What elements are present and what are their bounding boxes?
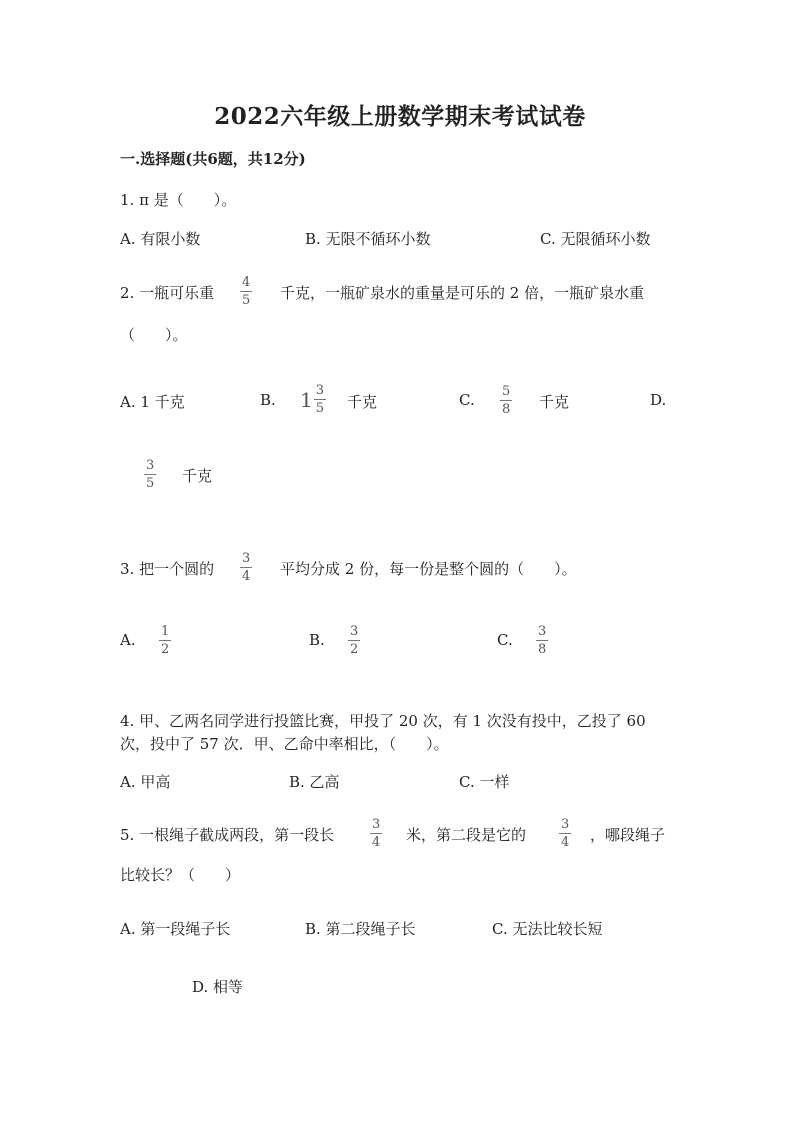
option-d-unit: 千克: [182, 467, 213, 485]
fraction-numerator: 3: [315, 383, 325, 398]
option-c-fraction: [500, 385, 512, 416]
question-5-stem-end: ，哪段绳子: [590, 826, 666, 844]
fraction-numerator: 3: [372, 817, 381, 832]
fraction-numerator: 3: [561, 817, 570, 832]
option-c-label: C.: [459, 391, 475, 409]
fraction-numerator: 3: [146, 458, 155, 473]
question-2-stem-end: 千克，一瓶矿泉水的重量是可乐的 2 倍，一瓶矿泉水重: [280, 284, 645, 302]
option-d-label: D.: [650, 391, 667, 409]
question-5-option-d[interactable]: D. 相等: [192, 978, 244, 996]
question-3-stem-end: 平均分成 2 份，每一份是整个圆的（ ）。: [280, 560, 577, 578]
question-1-option-b[interactable]: B. 无限不循环小数: [305, 230, 431, 248]
question-1-option-c[interactable]: C. 无限循环小数: [540, 230, 651, 248]
option-b-label: B.: [309, 631, 325, 649]
question-4-option-c[interactable]: C. 一样: [459, 773, 510, 791]
question-5-option-b[interactable]: B. 第二段绳子长: [305, 920, 416, 938]
fraction-denominator: 5: [146, 476, 155, 491]
question-4-stem-line2: 次，投中了 57 次．甲、乙命中率相比，（ ）。: [120, 735, 449, 753]
question-4-stem-line1: 4. 甲、乙两名同学进行投篮比赛，甲投了 20 次，有 1 次没有投中，乙投了 60: [120, 712, 646, 730]
mixed-whole: 1: [300, 387, 313, 412]
option-c-unit: 千克: [539, 393, 570, 411]
fraction-numerator: 3: [242, 551, 251, 566]
question-1-option-a[interactable]: A. 有限小数: [120, 230, 201, 248]
fraction-numerator: 5: [502, 384, 511, 399]
question-3-stem-start: 3. 把一个圆的: [120, 560, 215, 578]
fraction-denominator: 2: [350, 642, 359, 657]
question-5-fraction-2: [559, 818, 571, 849]
question-4-option-a[interactable]: A. 甲高: [120, 773, 171, 791]
question-5-stem-line2: 比较长？（ ）: [120, 866, 241, 884]
question-5-stem-start: 5. 一根绳子截成两段，第一段长: [120, 826, 335, 844]
option-c-fraction: [536, 625, 548, 656]
fraction-denominator: 5: [315, 401, 325, 416]
question-5-stem-mid: 米，第二段是它的: [406, 826, 527, 844]
question-5-fraction-1: [370, 818, 382, 849]
fraction-numerator: 3: [350, 624, 359, 639]
fraction-denominator: 4: [561, 835, 570, 850]
option-d-fraction: [144, 459, 156, 490]
fraction-numerator: 3: [538, 624, 547, 639]
question-3-fraction: [240, 552, 252, 583]
question-1-stem: 1. π 是（ ）。: [120, 191, 237, 209]
page-title: 2022六年级上册数学期末考试试卷: [214, 103, 586, 130]
option-a-fraction: [159, 625, 171, 656]
question-2-stem-start: 2. 一瓶可乐重: [120, 284, 215, 302]
mixed-fraction: [314, 384, 326, 415]
question-5-option-c[interactable]: C. 无法比较长短: [492, 920, 603, 938]
fraction-denominator: 4: [372, 835, 381, 850]
fraction-numerator: 1: [161, 624, 170, 639]
fraction-denominator: 2: [161, 642, 170, 657]
fraction-denominator: 8: [538, 642, 547, 657]
fraction-denominator: 5: [242, 293, 251, 308]
option-b-unit: 千克: [347, 393, 378, 411]
option-b-fraction: [348, 625, 360, 656]
option-b-label: B.: [260, 391, 276, 409]
option-b-mixed-number: [300, 384, 326, 415]
fraction-denominator: 8: [502, 402, 511, 417]
question-5-option-a[interactable]: A. 第一段绳子长: [120, 920, 231, 938]
fraction-denominator: 4: [242, 569, 251, 584]
question-4-option-b[interactable]: B. 乙高: [289, 773, 340, 791]
fraction-numerator: 4: [242, 275, 251, 290]
question-2-fraction: [240, 276, 252, 307]
section-heading: 一.选择题(共6题，共12分): [120, 150, 306, 168]
question-2-stem-line2: （ ）。: [120, 326, 188, 344]
question-2-option-a[interactable]: A. 1 千克: [120, 393, 185, 411]
option-a-label: A.: [120, 631, 136, 649]
option-c-label: C.: [497, 631, 513, 649]
